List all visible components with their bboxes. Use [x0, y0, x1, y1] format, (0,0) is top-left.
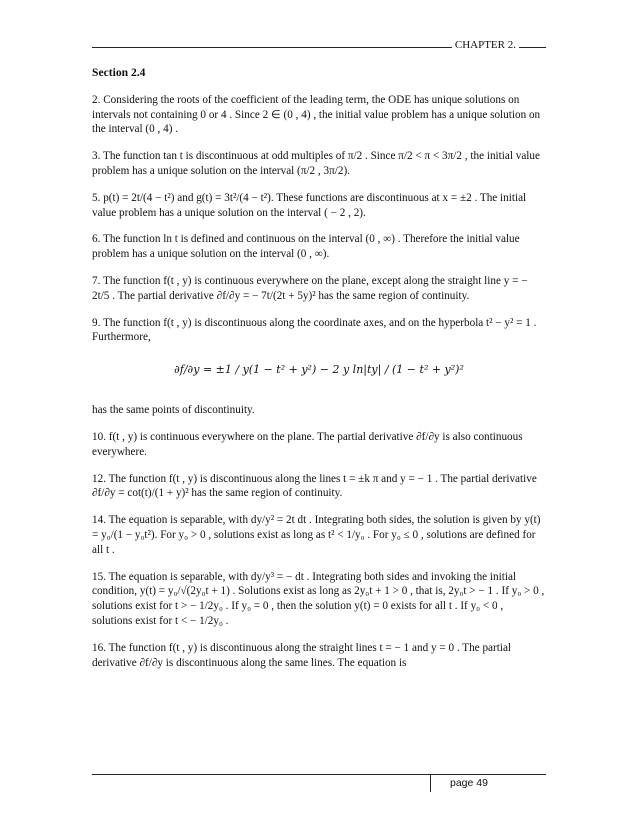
- exercise-9-continued: has the same points of discontinuity.: [92, 404, 255, 417]
- section-title: Section 2.4: [92, 66, 146, 79]
- page-number: page 49: [450, 777, 488, 789]
- page-content: [92, 66, 546, 682]
- footer-page-box: [430, 774, 547, 792]
- exercise-15: 15. The equation is separable, with dy/y³ = − dt . Integrating both sides and invoking the initial condition, y(t) = y₀/√(2y₀t + 1) . Solutions exist as long as 2y₀t + 1 > 0 , that is, 2y₀t > − 1 . If y₀ > 0 , solutions exist for t > − 1/2y₀ . If y₀ = 0 , then the solution y(t) = 0 exists for all t . If y₀ < 0 , solutions exist for t < − 1/2y₀ .: [92, 570, 545, 627]
- chapter-label: CHAPTER 2.: [452, 39, 519, 51]
- page-footer: [92, 774, 546, 798]
- exercise-5: 5. p(t) = 2t/(4 − t²) and g(t) = 3t²/(4 − t²). These functions are discontinuous at x = ±2 . The initial value problem has a unique solution on the interval ( − 2 , 2).: [92, 191, 527, 219]
- exercise-6: 6. The function ln t is defined and continuous on the interval (0 , ∞) . Therefore the initial value problem has a unique solution on the interval (0 , ∞).: [92, 233, 520, 261]
- exercise-7: 7. The function f(t , y) is continuous everywhere on the plane, except along the straight line y = − 2t/5 . The partial derivative ∂f/∂y = − 7t/(2t + 5y)² has the same region of continuity.: [92, 274, 528, 302]
- display-equation-text: ∂f/∂y = ±1 / y(1 − t² + y²) − 2 y ln|ty| / (1 − t² + y²)²: [174, 363, 464, 377]
- exercise-16: 16. The function f(t , y) is discontinuous along the straight lines t = − 1 and y = 0 . The partial derivative ∂f/∂y is discontinuous along the same lines. The equation is: [92, 641, 512, 669]
- exercise-14: 14. The equation is separable, with dy/y² = 2t dt . Integrating both sides, the solution is given by y(t) = y₀/(1 − y₀t²). For y₀ > 0 , solutions exist as long as t² < 1/y₀ . For y₀ ≤ 0 , solutions are defined for all t .: [92, 514, 541, 556]
- exercise-10: 10. f(t , y) is continuous everywhere on the plane. The partial derivative ∂f/∂y is also continuous everywhere.: [92, 430, 523, 458]
- page-header: [92, 38, 546, 54]
- display-equation: [92, 349, 546, 395]
- exercise-12: 12. The function f(t , y) is discontinuous along the lines t = ±k π and y = − 1 . The partial derivative ∂f/∂y = cot(t)/(1 + y)² has the same region of continuity.: [92, 472, 537, 500]
- exercise-2: 2. Considering the roots of the coefficient of the leading term, the ODE has unique solutions on intervals not containing 0 or 4 . Since 2 ∈ (0 , 4) , the initial value problem has a unique solution on the interval (0 , 4) .: [92, 93, 541, 136]
- exercise-9: 9. The function f(t , y) is discontinuous along the coordinate axes, and on the hyperbola t² − y² = 1 . Furthermore,: [92, 316, 537, 344]
- exercise-3: 3. The function tan t is discontinuous at odd multiples of π/2 . Since π/2 < π < 3π/2 , the initial value problem has a unique solution on the interval (π/2 , 3π/2).: [92, 150, 540, 177]
